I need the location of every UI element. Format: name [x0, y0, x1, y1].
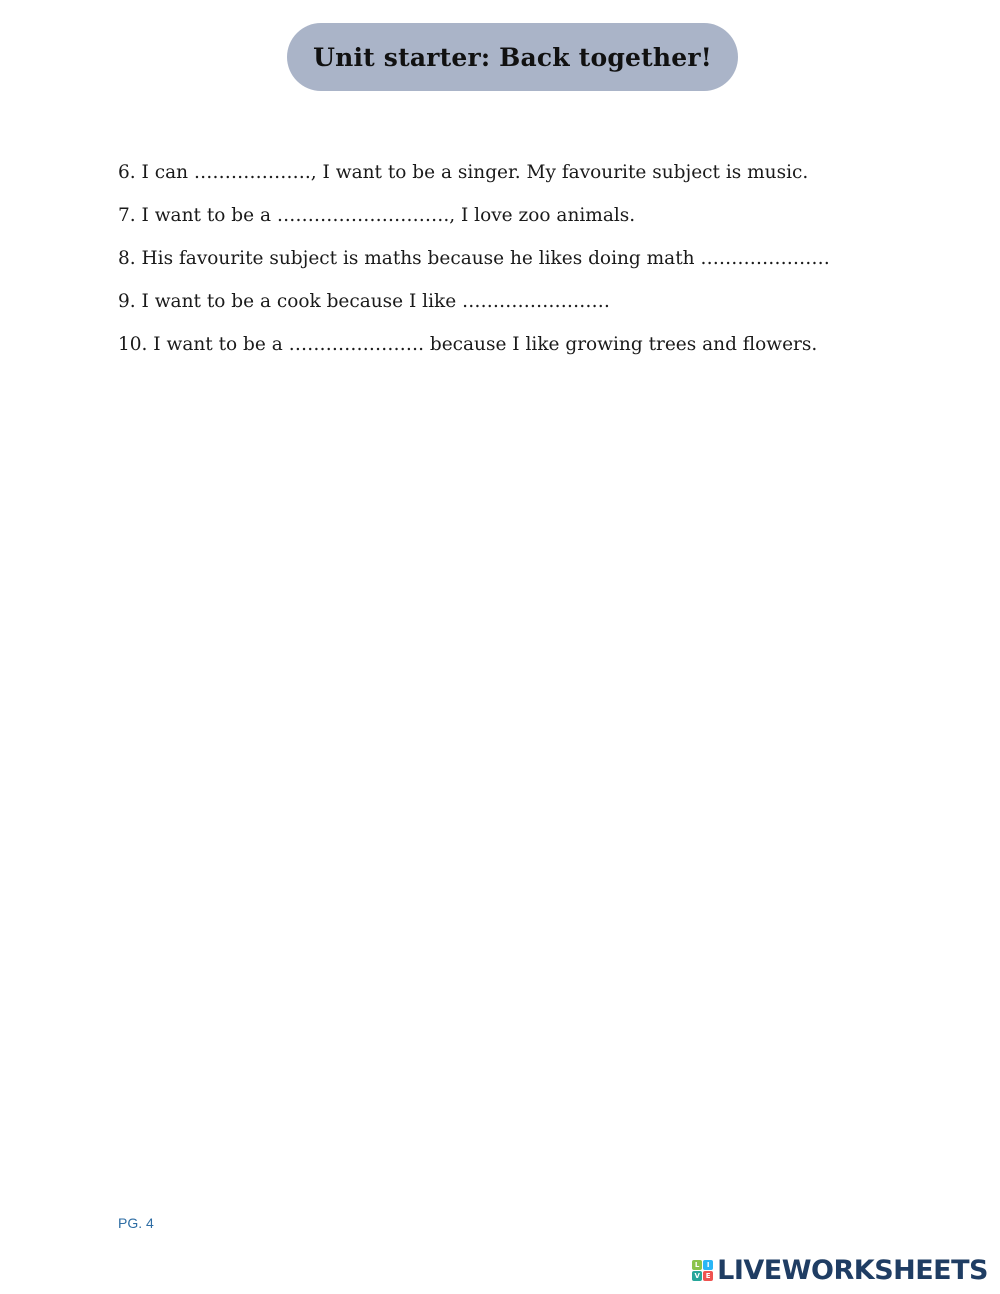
brand-name: LIVEWORKSHEETS — [717, 1254, 988, 1286]
logo-letter-i: I — [703, 1260, 713, 1270]
logo-letter-v: V — [692, 1271, 702, 1281]
question-6: 6. I can ………………., I want to be a singer. My favourite subject is music. — [118, 162, 809, 183]
liveworksheets-brand[interactable] — [692, 1253, 988, 1287]
question-9: 9. I want to be a cook because I like …………………… — [118, 291, 611, 312]
question-8: 8. His favourite subject is maths because he likes doing math ………………… — [118, 248, 830, 269]
question-list — [118, 158, 978, 373]
logo-letter-e: E — [703, 1271, 713, 1281]
title-banner — [287, 23, 738, 91]
question-10: 10. I want to be a …………………. because I like growing trees and flowers. — [118, 334, 818, 355]
logo-letter-l: L — [692, 1260, 702, 1270]
liveworksheets-logo-icon — [692, 1260, 713, 1281]
page-number: PG. 4 — [118, 1215, 154, 1231]
page-title: Unit starter: Back together! — [313, 42, 712, 72]
question-7: 7. I want to be a ………………………., I love zoo animals. — [118, 205, 636, 226]
